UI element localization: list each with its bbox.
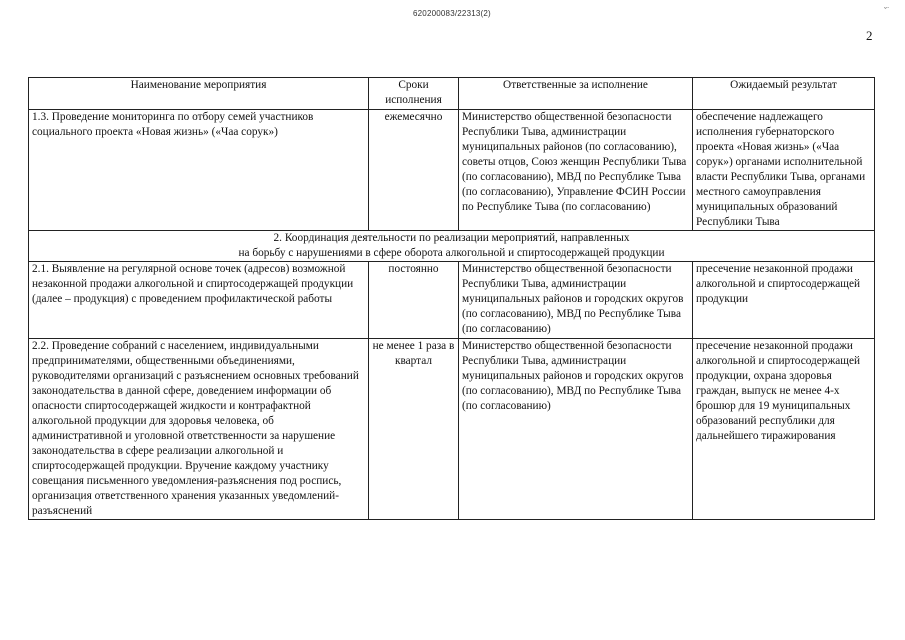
document-id: 620200083/22313(2) [413,9,491,18]
cell-term: не менее 1 раза в квартал [369,339,459,520]
cell-action: 2.1. Выявление на регулярной основе точек (адресов) возможной незаконной продажи алкогольной и спиртосодержащей продукции (далее – продукция) с проведением профилактической работы [29,262,369,339]
section-title: 2. Координация деятельности по реализации мероприятий, направленных на борьбу с нарушениями в сфере оборота алкогольной и спиртосодержащей продукции [29,231,875,262]
column-header-result: Ожидаемый результат [693,78,875,110]
page-number: 2 [866,28,873,43]
column-header-term: Сроки исполнения [369,78,459,110]
cell-action: 1.3. Проведение мониторинга по отбору семей участников социального проекта «Новая жизнь» («Чаа сорук») [29,110,369,231]
cell-action: 2.2. Проведение собраний с населением, индивидуальными предпринимателями, общественными объединениями, руководителями организаций с разъяснением основных требований законодательства в данной сфере, доведением информации об опасности спиртосодержащей жидкости и контрафактной алкогольной продукции для здоровья человека, об административной и уголовной ответственности за нарушение законодательства в сфере реализации алкогольной и спиртосодержащей продукции. Вручение каждому участнику совещания письменного уведомления-разъяснения под роспись, организация ответственного хранения указанных уведомлений-разъяснений [29,339,369,520]
action-plan-table [28,77,875,520]
cell-responsible: Министерство общественной безопасности Республики Тыва, администрации муниципальных районов и городских округов (по согласованию), МВД по Республике Тыва (по согласованию) [459,339,693,520]
cell-responsible: Министерство общественной безопасности Республики Тыва, администрации муниципальных районов и городских округов (по согласованию), МВД по Республике Тыва (по согласованию) [459,262,693,339]
cell-term: ежемесячно [369,110,459,231]
section-row [29,231,875,262]
table-row [29,110,875,231]
column-header-responsible: Ответственные за исполнение [459,78,693,110]
table-header-row [29,78,875,110]
cell-result: пресечение незаконной продажи алкогольной и спиртосодержащей продукции, охрана здоровья граждан, выпуск не менее 4-х брошюр для 19 муниципальных образований республики для дальнейшего тиражирования [693,339,875,520]
cell-term: постоянно [369,262,459,339]
cell-result: пресечение незаконной продажи алкогольной и спиртосодержащей продукции [693,262,875,339]
cell-result: обеспечение надлежащего исполнения губернаторского проекта «Новая жизнь» («Чаа сорук») органами исполнительной власти Республики Тыва, органами местного самоуправления муниципальных образований Республики Тыва [693,110,875,231]
corner-mark: ˇ˙ [884,6,890,16]
cell-responsible: Министерство общественной безопасности Республики Тыва, администрации муниципальных районов (по согласованию), советы отцов, Союз женщин Республики Тыва (по согласованию), МВД по Республике Тыва (по согласованию), Управление ФСИН России по Республике Тыва (по согласованию) [459,110,693,231]
table-row [29,339,875,520]
table-row [29,262,875,339]
column-header-action: Наименование мероприятия [29,78,369,110]
